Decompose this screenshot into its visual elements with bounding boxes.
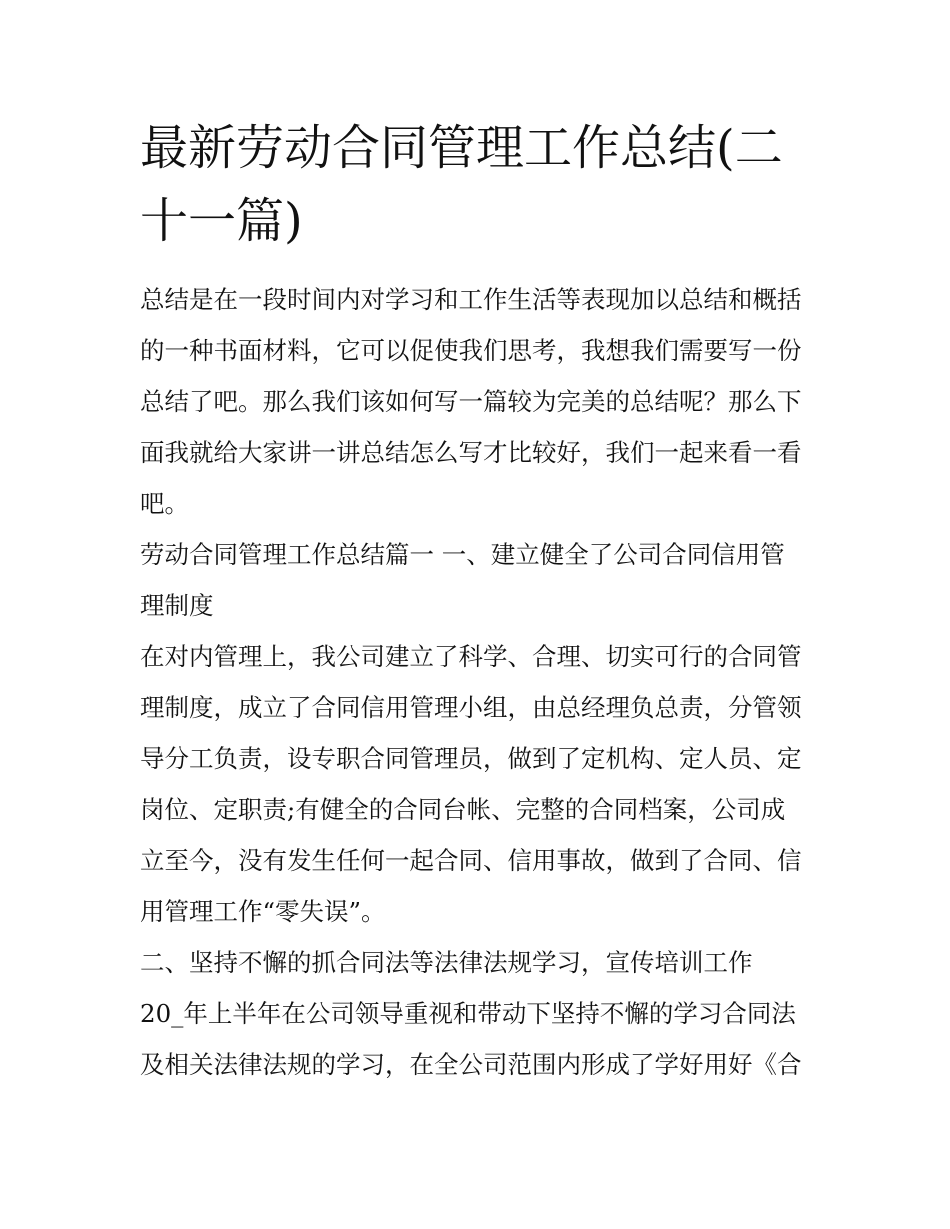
paragraph-line: 20_年上半年在公司领导重视和带动下坚持不懈的学习合同法 (140, 999, 796, 1028)
title-line: 最新劳动合同管理工作总结(二 (140, 120, 783, 176)
paragraph-line: 导分工负责，设专职合同管理员，做到了定机构、定人员、定 (140, 744, 802, 773)
paragraph-line: 用管理工作“零失误”。 (140, 897, 386, 926)
paragraph-line: 的一种书面材料，它可以促使我们思考，我想我们需要写一份 (140, 336, 802, 365)
document-title (140, 112, 812, 258)
paragraph-line: 面我就给大家讲一讲总结怎么写才比较好，我们一起来看一看 (140, 438, 802, 467)
paragraph-line: 及相关法律法规的学习，在全公司范围内形成了学好用好《合 (140, 1050, 802, 1079)
paragraph-line: 岗位、定职责;有健全的合同台帐、完整的合同档案，公司成 (140, 795, 786, 824)
paragraph-line: 理制度，成立了合同信用管理小组，由总经理负总责，分管领 (140, 693, 802, 722)
paragraph-line: 吧。 (140, 489, 189, 518)
section-heading-line: 理制度 (140, 591, 214, 620)
document-body (140, 274, 812, 1090)
title-line: 十一篇) (140, 193, 303, 249)
paragraph-line: 总结了吧。那么我们该如何写一篇较为完美的总结呢？那么下 (140, 387, 802, 416)
section-heading-line: 二、坚持不懈的抓合同法等法律法规学习，宣传培训工作 (140, 948, 753, 977)
document-page (140, 112, 812, 1090)
paragraph-line: 在对内管理上，我公司建立了科学、合理、切实可行的合同管 (140, 642, 802, 671)
section-heading-line: 劳动合同管理工作总结篇一 一、建立健全了公司合同信用管 (140, 540, 785, 569)
paragraph-line: 总结是在一段时间内对学习和工作生活等表现加以总结和概括 (140, 285, 802, 314)
paragraph-line: 立至今，没有发生任何一起合同、信用事故，做到了合同、信 (140, 846, 802, 875)
